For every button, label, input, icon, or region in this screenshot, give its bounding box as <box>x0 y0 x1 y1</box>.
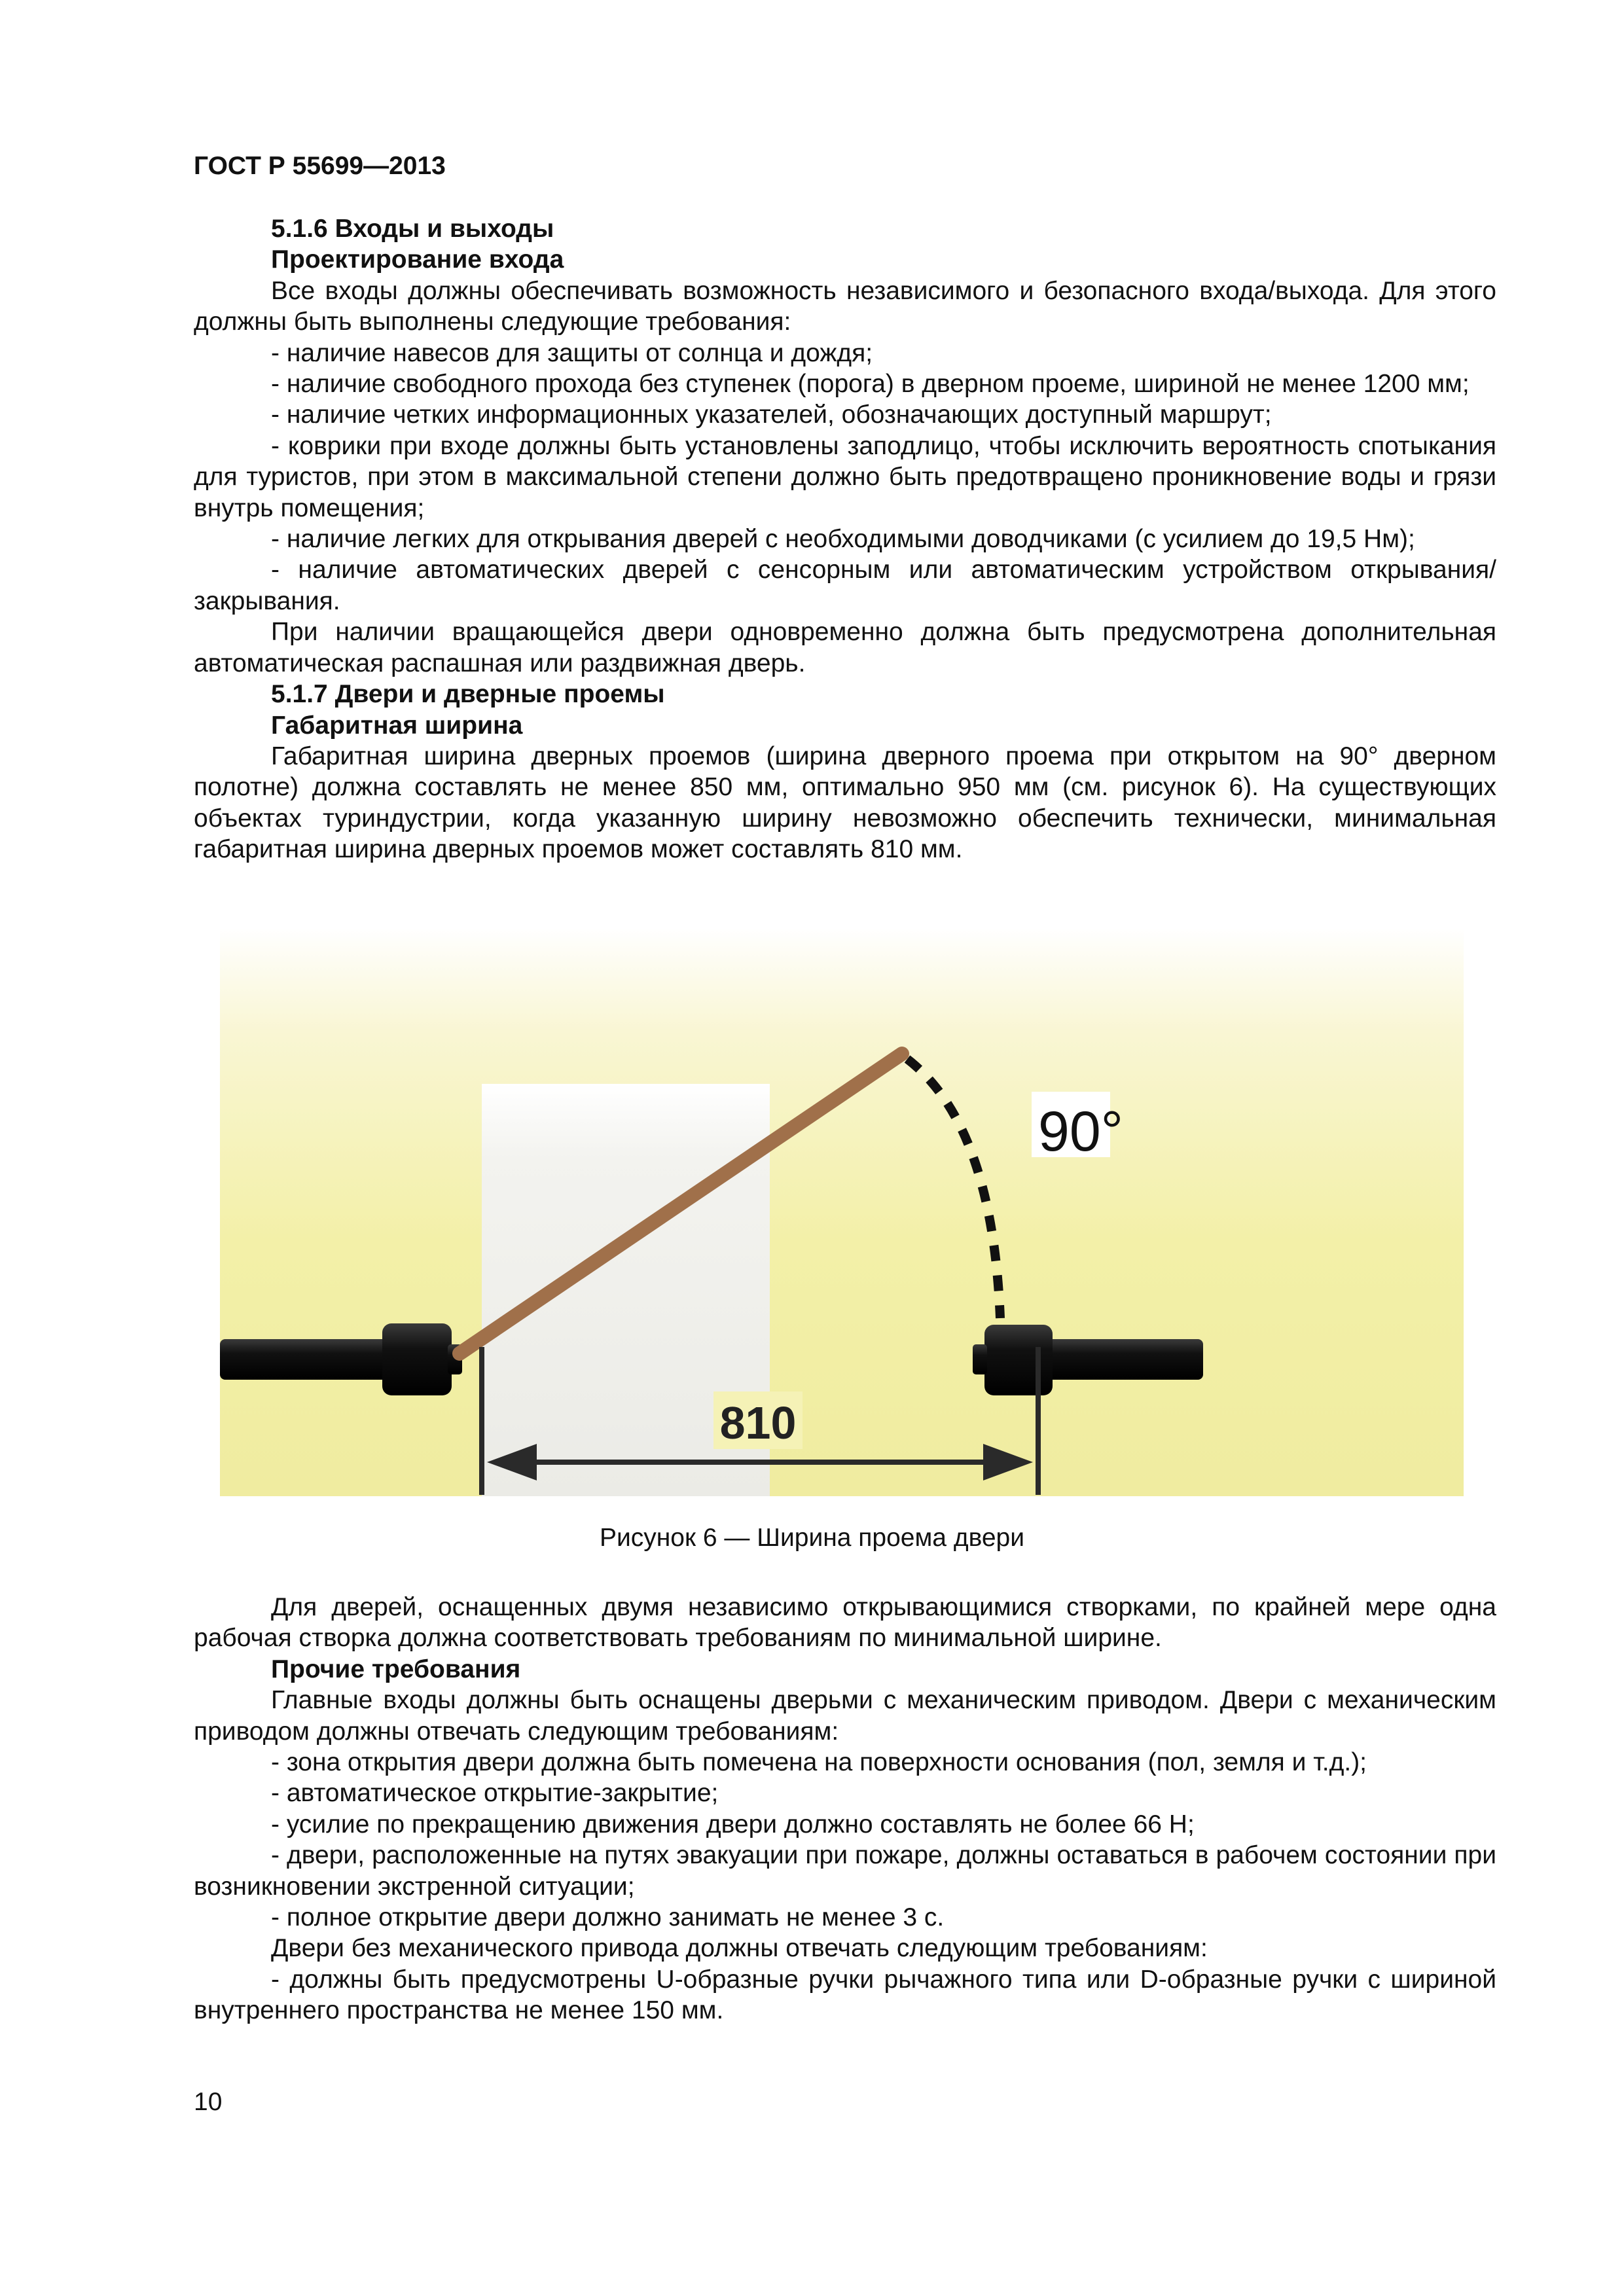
requirement-item: - наличие автоматических дверей с сенсорным или автоматическим устройством открывания/закрывания. <box>194 556 1496 615</box>
manual-requirement-item: - должны быть предусмотрены U-образные ручки рычажного типа или D-образные ручки с шириной внутреннего пространства не менее 150 мм. <box>194 1965 1496 2025</box>
width-label: 810 <box>719 1397 797 1448</box>
double-doors-paragraph: Для дверей, оснащенных двумя независимо открывающимися створками, по крайней мере одна рабочая створка должна соответствовать требованиям по минимальной ширине. <box>194 1593 1496 1653</box>
other-requirements-subtitle: Прочие требования <box>271 1655 521 1683</box>
requirement-item: - наличие навесов для защиты от солнца и дождя; <box>271 338 873 367</box>
requirement-item: - коврики при входе должны быть установлены заподлицо, чтобы исключить вероятность спотыкания для туристов, при этом в максимальной степени должно быть предотвращено проникновение воды и грязи внутрь помещения; <box>194 431 1496 522</box>
section-door-requirements <box>194 1592 1496 2026</box>
requirement-item: - наличие легких для открывания дверей с необходимыми доводчиками (с усилием до 19,5 Нм); <box>271 525 1415 554</box>
requirement-item: - наличие свободного прохода без ступенек (порога) в дверном проеме, шириной не менее 1200 мм; <box>271 370 1470 399</box>
section-5-1-6-title: 5.1.6 Входы и выходы <box>271 215 554 243</box>
figure-caption: Рисунок 6 — Ширина проема двери <box>599 1524 1025 1552</box>
section-entrances-and-doors <box>194 213 1496 865</box>
powered-requirement-item: - полное открытие двери должно занимать не менее 3 с. <box>271 1903 945 1932</box>
powered-requirement-item: - автоматическое открытие-закрытие; <box>271 1779 719 1808</box>
document-header: ГОСТ Р 55699—2013 <box>194 152 446 180</box>
powered-doors-intro: Главные входы должны быть оснащены дверьми с механическим приводом. Двери с механическим приводом должны отвечать следующим требованиям: <box>194 1686 1496 1746</box>
page-number: 10 <box>194 2088 223 2116</box>
requirement-item: - наличие четких информационных указателей, обозначающих доступный маршрут; <box>271 401 1272 429</box>
powered-requirement-item: - двери, расположенные на путях эвакуации при пожаре, должны оставаться в рабочем состоянии при возникновении экстренной ситуации; <box>194 1841 1496 1901</box>
door-width-figure <box>220 928 1464 1496</box>
angle-label: 90° <box>1038 1100 1124 1163</box>
manual-doors-intro: Двери без механического привода должны отвечать следующим требованиям: <box>271 1934 1208 1963</box>
clear-width-subtitle: Габаритная ширина <box>271 711 523 740</box>
entrance-intro-paragraph: Все входы должны обеспечивать возможность независимого и безопасного входа/выхода. Для этого должны быть выполнены следующие требования: <box>194 276 1496 336</box>
powered-requirement-item: - зона открытия двери должна быть помечена на поверхности основания (пол, земля и т.д.); <box>271 1748 1367 1777</box>
section-5-1-7-title: 5.1.7 Двери и дверные проемы <box>271 680 665 709</box>
figure-background <box>220 928 1464 1496</box>
clear-width-paragraph: Габаритная ширина дверных проемов (ширина дверного проема при открытом на 90° дверном полотне) должна составлять не менее 850 мм, оптимально 950 мм (см. рисунок 6). На существующих объектах туриндустрии, когда указанную ширину невозможно обеспечить технически, минимальная габаритная ширина дверных проемов может составлять 810 мм. <box>194 742 1496 864</box>
powered-requirement-item: - усилие по прекращению движения двери должно составлять не более 66 Н; <box>271 1810 1195 1839</box>
entrance-design-subtitle: Проектирование входа <box>271 245 564 274</box>
revolving-door-note: При наличии вращающейся двери одновременно должна быть предусмотрена дополнительная автоматическая распашная или раздвижная дверь. <box>194 618 1496 677</box>
